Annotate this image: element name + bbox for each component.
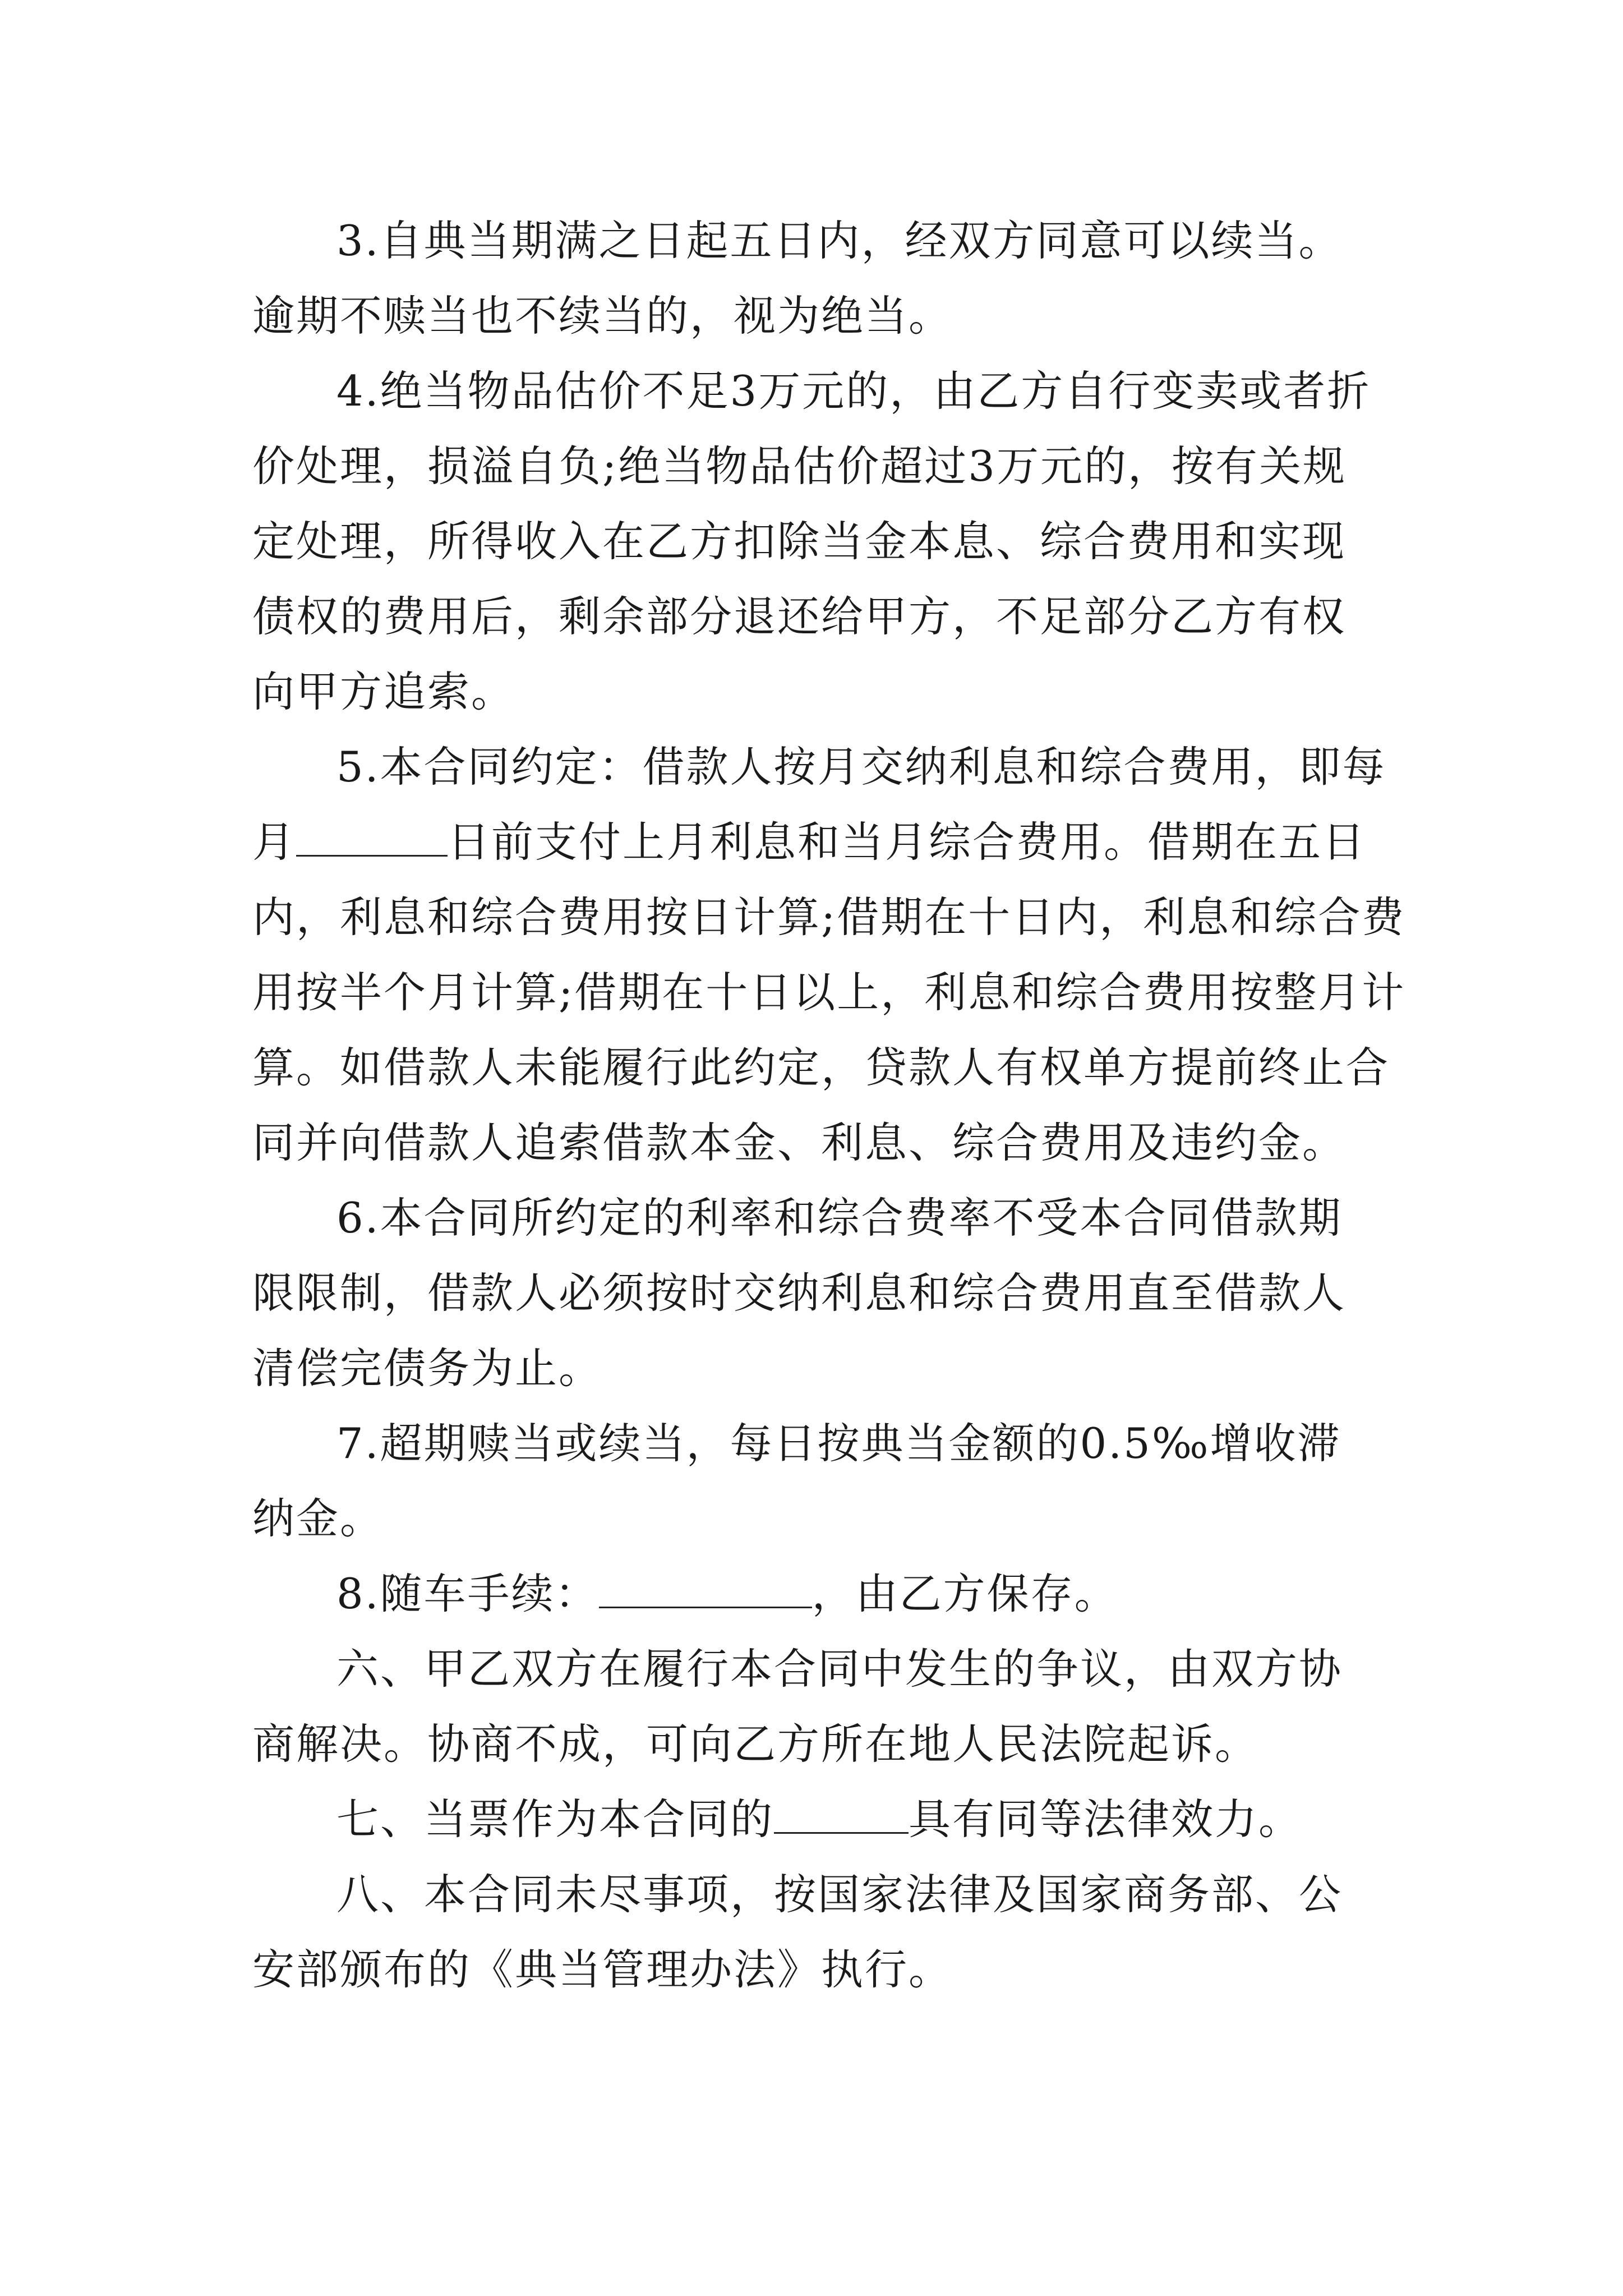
section-8-misc: 八、本合同未尽事项，按国家法律及国家商务部、公安部颁布的《典当管理办法》执行。 bbox=[252, 1870, 1343, 1994]
clause-6: 6.本合同所约定的利率和综合费率不受本合同借款期限限制，借款人必须按时交纳利息和综合费用直至借款人清偿完债务为止。 bbox=[252, 1193, 1347, 1393]
clause-7: 7.超期赎当或续当，每日按典当金额的0.5‰增收滞纳金。 bbox=[252, 1419, 1341, 1543]
blank-underline bbox=[774, 1793, 909, 1834]
blank-underline bbox=[599, 1567, 812, 1608]
clause-8-text-before: 8.随车手续： bbox=[336, 1569, 599, 1618]
clause-5 bbox=[252, 729, 1408, 1180]
section-7-text-before: 七、当票作为本合同的 bbox=[336, 1795, 774, 1844]
clause-3: 3.自典当期满之日起五日内，经双方同意可以续当。逾期不赎当也不续当的，视为绝当。 bbox=[252, 216, 1343, 341]
clause-8-text-after: ，由乙方保存。 bbox=[811, 1569, 1118, 1618]
section-7-text-after: 具有同等法律效力。 bbox=[909, 1795, 1303, 1844]
clause-5-text-after: 日前支付上月利息和当月综合费用。借期在五日内，利息和综合费用按日计算;借期在十日内，利息和综合费用按半个月计算;借期在十日以上，利息和综合费用按整月计算。如借款人未能履行此约定，贷款人有权单方提前终止合同并向借款人追索借款本金、利息、综合费用及违约金。 bbox=[252, 817, 1406, 1167]
clause-8 bbox=[252, 1556, 1380, 1631]
clause-4: 4.绝当物品估价不足3万元的，由乙方自行变卖或者折价处理，损溢自负;绝当物品估价超过3万元的，按有关规定处理，所得收入在乙方扣除当金本息、综合费用和实现债权的费用后，剩余部分退还给甲方，不足部分乙方有权向甲方追索。 bbox=[252, 366, 1371, 716]
section-6-dispute: 六、甲乙双方在履行本合同中发生的争议，由双方协商解决。协商不成，可向乙方所在地人民法院起诉。 bbox=[252, 1644, 1343, 1769]
clause-5-text-before: 5.本合同约定：借款人按月交纳利息和综合费用，即每月 bbox=[252, 742, 1386, 867]
blank-underline bbox=[296, 816, 448, 857]
section-7-pawn-ticket bbox=[252, 1782, 1380, 1857]
